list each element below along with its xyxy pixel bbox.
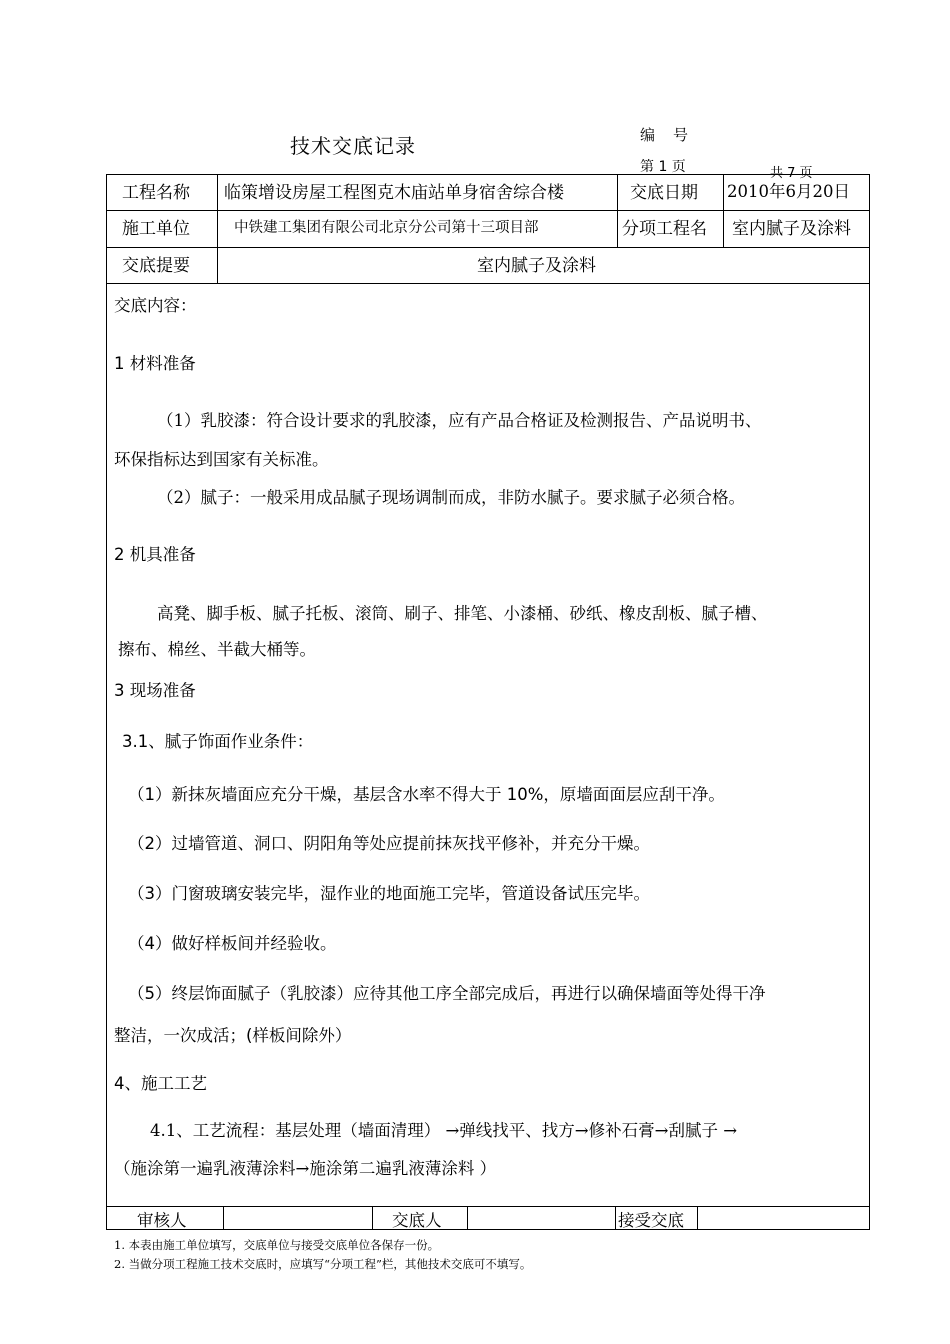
footnote: 1. 本表由施工单位填写，交底单位与接受交底单位各保存一份。 <box>114 1238 440 1252</box>
list-item: （2）过墙管道、洞口、阴阳角等处应提前抹灰找平修补，并充分干燥。 <box>128 834 650 853</box>
column-divider <box>617 175 618 247</box>
summary-label: 交底提要 <box>122 256 190 276</box>
page-total: 共 7 页 <box>770 166 813 181</box>
sub-project-value: 室内腻子及涂料 <box>732 219 851 239</box>
paragraph: 环保指标达到国家有关标准。 <box>114 450 329 469</box>
column-divider <box>467 1206 468 1230</box>
paragraph: （2）腻子：一般采用成品腻子现场调制而成，非防水腻子。要求腻子必须合格。 <box>157 488 745 507</box>
footnote: 2. 当做分项工程施工技术交底时，应填写“分项工程”栏，其他技术交底可不填写。 <box>114 1257 532 1271</box>
page-current: 第 1 页 <box>640 159 686 175</box>
document-title: 技术交底记录 <box>290 134 416 158</box>
paragraph: （1）乳胶漆：符合设计要求的乳胶漆，应有产品合格证及检测报告、产品说明书、 <box>157 411 762 430</box>
list-item: （3）门窗玻璃安装完毕，湿作业的地面施工完毕，管道设备试压完毕。 <box>128 884 650 903</box>
section-title: 3 现场准备 <box>114 681 196 700</box>
column-divider <box>217 175 218 283</box>
section-title: 1 材料准备 <box>114 354 196 373</box>
list-item: （4）做好样板间并经验收。 <box>128 934 337 953</box>
sub-project-label: 分项工程名 <box>622 219 707 239</box>
column-divider <box>223 1206 224 1230</box>
column-divider <box>615 1206 616 1230</box>
row-divider <box>107 247 869 248</box>
list-item: 整洁，一次成活；(样板间除外） <box>114 1026 352 1045</box>
column-divider <box>697 1206 698 1230</box>
row-divider <box>107 1206 869 1207</box>
list-item: （5）终层饰面腻子（乳胶漆）应待其他工序全部完成后，再进行以确保墙面等处得干净 <box>128 984 766 1003</box>
paragraph: 4.1、工艺流程：基层处理（墙面清理） →弹线找平、找方→修补石膏→刮腻子 → <box>150 1121 738 1140</box>
project-name-label: 工程名称 <box>122 183 190 203</box>
section-title: 4、施工工艺 <box>114 1074 207 1093</box>
discloser-label: 交底人 <box>392 1211 442 1230</box>
unit-value: 中铁建工集团有限公司北京分公司第十三项目部 <box>234 220 539 236</box>
content-intro: 交底内容： <box>114 296 197 315</box>
summary-value: 室内腻子及涂料 <box>477 256 596 276</box>
date-label: 交底日期 <box>630 183 698 203</box>
row-divider <box>107 210 869 211</box>
unit-label: 施工单位 <box>122 219 190 239</box>
paragraph: 擦布、棉丝、半截大桶等。 <box>118 640 316 659</box>
row-divider <box>107 283 869 284</box>
reviewer-label: 审核人 <box>137 1211 187 1230</box>
disclosure-table <box>106 174 870 1230</box>
date-value: 2010年6月20日 <box>727 182 850 201</box>
column-divider <box>723 175 724 247</box>
paragraph: （施涂第一遍乳液薄涂料→施涂第二遍乳液薄涂料 ） <box>114 1159 497 1178</box>
project-name-value: 临策增设房屋工程图克木庙站单身宿舍综合楼 <box>224 183 564 203</box>
subsection-title: 3.1、腻子饰面作业条件： <box>122 732 314 751</box>
list-item: （1）新抹灰墙面应充分干燥，基层含水率不得大于 10%，原墙面面层应刮干净。 <box>128 785 725 804</box>
number-label: 编号 <box>640 126 707 144</box>
receiver-label: 接受交底 <box>618 1211 684 1230</box>
paragraph: 高凳、脚手板、腻子托板、滚筒、刷子、排笔、小漆桶、砂纸、橡皮刮板、腻子槽、 <box>157 604 768 623</box>
section-title: 2 机具准备 <box>114 545 196 564</box>
column-divider <box>372 1206 373 1230</box>
